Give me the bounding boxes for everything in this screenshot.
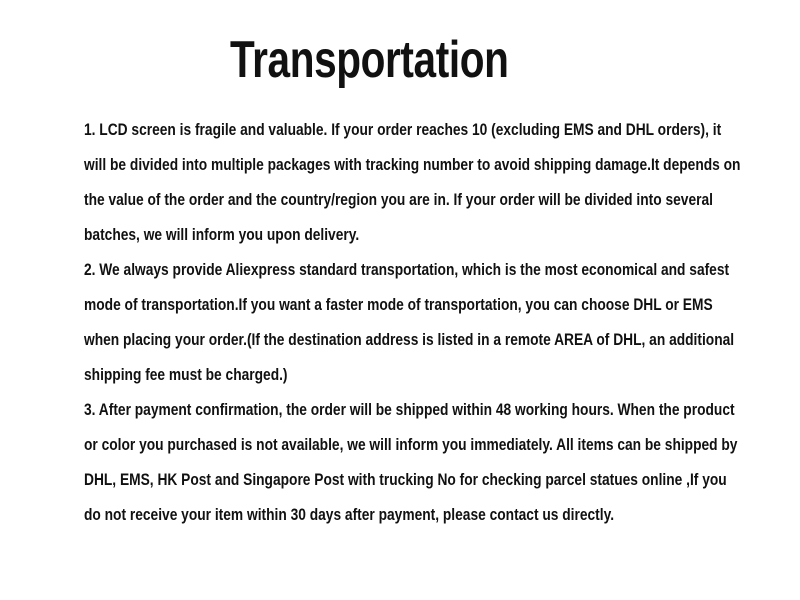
notice-line: mode of transportation.If you want a faster mode of transportation, you can choose DHL or EMS: [84, 295, 713, 314]
notice-line: 2. We always provide Aliexpress standard transportation, which is the most economical and safest: [84, 260, 730, 279]
page-title: Transportation: [230, 31, 509, 89]
notice-line: the value of the order and the country/region you are in. If your order will be divided into several: [84, 190, 713, 209]
notice-line: when placing your order.(If the destination address is listed in a remote AREA of DHL, an additional: [84, 330, 735, 349]
notice-line: DHL, EMS, HK Post and Singapore Post with trucking No for checking parcel statues online ,If you: [84, 470, 727, 489]
notice-line: will be divided into multiple packages with tracking number to avoid shipping damage.It depends on: [84, 155, 741, 174]
notice-body: [84, 112, 741, 532]
notice-line: shipping fee must be charged.): [84, 365, 288, 384]
notice-line: or color you purchased is not available, we will inform you immediately. All items can be shipped by: [84, 435, 738, 454]
notice-line: do not receive your item within 30 days after payment, please contact us directly.: [84, 505, 615, 524]
notice-line: 3. After payment confirmation, the order will be shipped within 48 working hours. When the product: [84, 400, 735, 419]
notice-line: batches, we will inform you upon delivery.: [84, 225, 360, 244]
notice-line: 1. LCD screen is fragile and valuable. If your order reaches 10 (excluding EMS and DHL orders), it: [84, 120, 722, 139]
